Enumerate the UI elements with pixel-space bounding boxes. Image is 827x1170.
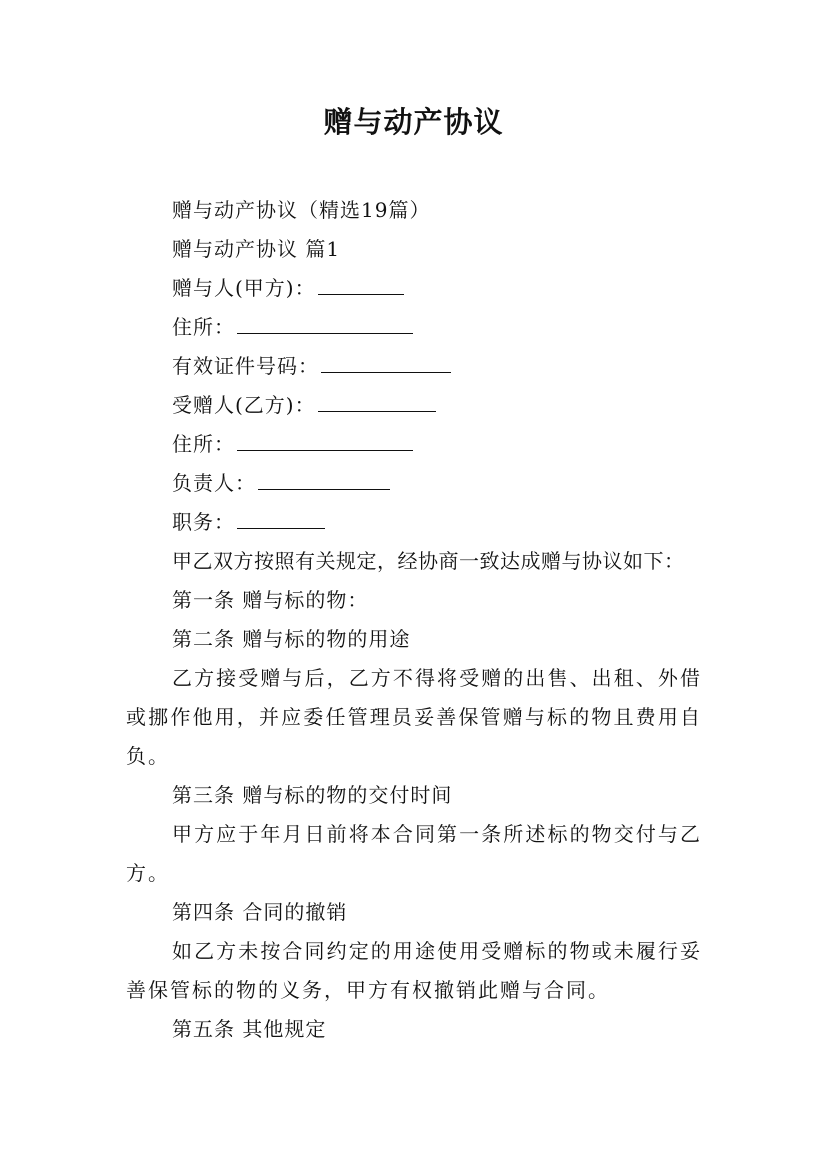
- donor-blank: [318, 272, 404, 295]
- donor-address-label: 住所：: [172, 315, 235, 339]
- part-heading: [126, 230, 702, 269]
- article-5-heading: [126, 1010, 702, 1049]
- intro-text: 甲乙双方按照有关规定，经协商一致达成赠与协议如下：: [172, 549, 685, 573]
- principal-label: 负责人：: [172, 471, 256, 495]
- donee-blank: [318, 389, 436, 412]
- article-3-text: 第三条 赠与标的物的交付时间: [172, 783, 453, 807]
- document-body: [126, 191, 702, 1049]
- position-line: [126, 503, 702, 542]
- document-title: 赠与动产协议: [323, 105, 504, 139]
- principal-blank: [258, 467, 390, 490]
- id-number-line: [126, 347, 702, 386]
- intro-paragraph: [126, 542, 702, 581]
- donor-address-line: [126, 308, 702, 347]
- position-label: 职务：: [172, 510, 235, 534]
- part-heading-text: 赠与动产协议 篇1: [172, 237, 341, 261]
- id-number-blank: [321, 350, 451, 373]
- donee-address-label: 住所：: [172, 432, 235, 456]
- document-subtitle: [126, 191, 702, 230]
- article-4-heading: [126, 893, 702, 932]
- article-4-body: 如乙方未按合同约定的用途使用受赠标的物或未履行妥善保管标的物的义务，甲方有权撤销此赠与合同。: [126, 939, 702, 1002]
- position-blank: [237, 506, 325, 529]
- donor-label: 赠与人(甲方)：: [172, 276, 316, 300]
- article-4-text: 第四条 合同的撤销: [172, 900, 348, 924]
- article-3-body: 甲方应于年月日前将本合同第一条所述标的物交付与乙方。: [126, 822, 702, 885]
- donee-address-blank: [237, 428, 413, 451]
- article-1-heading: [126, 581, 702, 620]
- id-number-label: 有效证件号码：: [172, 354, 319, 378]
- donee-label: 受赠人(乙方)：: [172, 393, 316, 417]
- donee-address-line: [126, 425, 702, 464]
- subtitle-text: 赠与动产协议（精选19篇）: [172, 198, 431, 222]
- article-2-text: 第二条 赠与标的物的用途: [172, 627, 411, 651]
- article-3-heading: [126, 776, 702, 815]
- donor-line: [126, 269, 702, 308]
- article-2-body: 乙方接受赠与后，乙方不得将受赠的出售、出租、外借或挪作他用，并应委任管理员妥善保管赠与标的物且费用自负。: [126, 666, 702, 768]
- article-2-heading: [126, 620, 702, 659]
- donor-address-blank: [237, 311, 413, 334]
- article-1-text: 第一条 赠与标的物：: [172, 588, 369, 612]
- article-5-text: 第五条 其他规定: [172, 1017, 327, 1041]
- donee-line: [126, 386, 702, 425]
- principal-line: [126, 464, 702, 503]
